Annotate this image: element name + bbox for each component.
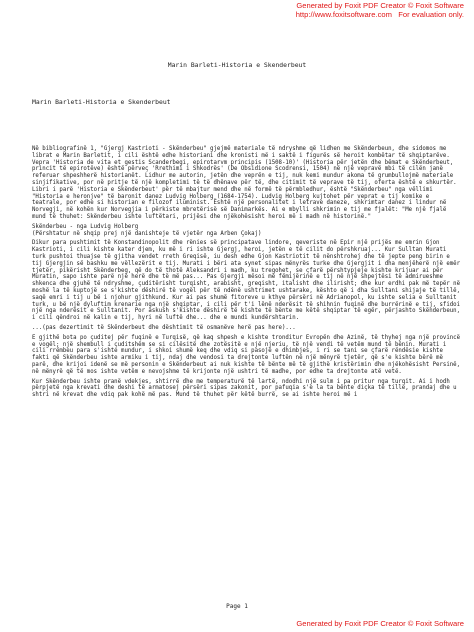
watermark-generated-line: Generated by Foxit PDF Creator © Foxit Software (296, 1, 464, 10)
paragraph-ellipsis-note: ...(pas dezertimit të Skënderbeut dhe dështimit të osmanëve herë pas here)... (32, 324, 296, 331)
foxit-watermark-footer: Generated by Foxit PDF Creator © Foxit Software (296, 619, 464, 628)
watermark-link-line (296, 10, 464, 19)
document-subtitle: Marin Barleti-Historia e Skenderbeut (32, 98, 171, 106)
watermark-evaluation-note: For evaluation only. (398, 10, 464, 19)
document-body (32, 146, 462, 402)
watermark-link[interactable]: http://www.foxitsoftware.com (295, 10, 392, 19)
paragraph-intro: Në bibliografinë 1, "Gjergj Kastrioti - Skënderbeu" gjejmë materiale të ndryshme që lidhen me Skënderbeun, dhe sidomos me librat e Marin Barletit, i cili është edhe historiani dhe kronisti më i saktë i figurës së heroit kombëtar të shqiptarëve. Vepra 'Historia de vita et gestis Scanderbegi, epirotarvm principis (1508-10)' (Historia për jetën dhe bëmat e Skënderbeut, princit të epirotëve) është përveç 'Rrethimi i Shkodrës' (De Obsidione Scodrensi, 1504) në një vepravë mbi të cilën janë referuar shpeshherë historianët. Lidhur me autorin, jetën dhe veprën e tij, nuk kemi mundur akoma të grumbullojmë materiale sinjifikative, por në pritje të një kompletimi të të dhënave për të, dhe citimit të veprave të tij, oferta është e shkurtër. Libri i parë 'Historia e Skënderbeut' për të mbajtur mend dhe në formë të përmbledhur, është "Skënderbeu" nga vëllimi "Historia e heronjve" të baronit danez Ludvig Holberg (1684-1754). Ludvig Holberg kujtohet për veprat e tij komike e teatrale, por edhe si historian e filozof iluminist. Është një personalitet i letrave daneze, shkrimtar danez i lindur në Norvegji, në kohën kur Norvegjia i përkiste mbretërisë së Danimarkës. Ai e mbylli shkrimin e tij me fjalët: "Me një fjalë mund të thuhet: Skënderbeu ishte luftëtari, prijësi dhe njëkohësisht heroi më i madh në historinë." (32, 146, 461, 220)
paragraph-turkish-power: E gjithë bota po çuditej për fuqinë e Turqisë, që kaq shpesh e kishte tronditur Evropën dhe Azinë, të thyhej nga një provincë e vogël; një shembull i çuditshëm se si cilësitë dhe zotësitë e një njeriu, të një vendi të vetëm mund të bënin. Murati i cili rrëmbeu para s'ishte mundur, i shkoi shumë keq dhe vdiq si pasojë e dhimbjes, i ri se tani se çfarë rëndësie kishte fakti që Skënderbeu ishte armiku i tij, ndaj dhe vendosi ta drejtonte luftën në një mënyrë tjetër, që s'e kishte bërë më parë, dhe krijoi idenë se më personin e Skënderbeut ai nuk kishte të bënte më të gjithë kristërimin dhe njëkohësisht Persinë, në mënyrë që të mos ishte vetëm e nevojshme të krijonte një ushtri të madhe, por edhe ta drejtonte atë vetë. (32, 334, 464, 375)
foxit-watermark-header (296, 1, 464, 19)
paragraph-attribution: Skënderbeu - nga Ludvig Holberg (Përshtatur në shqip prej një danishteje të vjetër nga Arben Çokaj) (32, 223, 262, 237)
document-title: Marin Barleti-Historia e Skenderbeut (167, 61, 307, 69)
paragraph-early-life: Dikur para pushtimit të Konstandinopolit dhe rënies së principatave lindore, qeveriste në Epir një prijës me emrin Gjon Kastrioti, i cili kishte kater djem, ku më i ri ishte Gjergj, heroi, jetën e të cilit do përshkruaj... Kur Sulltan Murati turk pushtoi thuajse të gjitha vendet rreth Greqisë, iu desh edhe Gjon Kastriotit të nënshtrohej dhe të jepte peng birin e tij Gjergjin së bashku me vëllezërit e tij. Murati i bëri ata synet sipas mënyrës turke dhe Gjergjit i dha menjëherë një emër tjetër, pikërisht Skënderbeg, që do të thotë Aleksandri i madh, ku tregohet, se çfarë përshtypjeje kishte krijuar ai për Muratin, sapo ishte parë një herë dhe të më pas... Pas Gjergji mësoi më fëmijërinë e tij në një shpejtësi të admirueshme shkenca dhe gjuhë të ndryshme, çuditërisht turqisht, arabisht, greqisht, italisht dhe ilirisht; dhe kur erdhi pak më tepër në moshë la të kuptojë se s'kishte dëshirë të vogël për të ndënë ushtrimet ushtarake, kështo që i dha Sulltani shijaje të tillë, saqë emri i tij u bë i njohur gjithkund. Kur ai pas shumë fitoreve u kthye përsëri në Adrianopol, ku ishte selia e Sulltanit turk, u bë një dyluftim krenarie nga një shqiptar, i cili për t'i lënë nderësit të shihnin fuqinë dhe burrërinë e tij, sfidoi një nga nderësit e Sulltanit. Por askush s'kishte dëshirë të kishte të bënte me këtë shqiptar të egër, përjashto Skënderbeun, i cili qëndroi në kalin e tij, hyri në luftë dhe... dhe e mundi kundërshtarin. (32, 240, 464, 322)
page-number: Page 1 (226, 603, 248, 610)
paragraph-death: Kur Skënderbeu ishte pranë vdekjes, shtirrë dhe me temperaturë të lartë, ndodhi një sulm i pa pritur nga turqit. Ai i hodh përpjetë nga krevati dhe deshi të armatosej përsëri sipas zakonit, por pafuqia s'e la ta bënte diçka të tillë, prandaj dhe u shtri në krevat dhe vdiq pak kohë më pas. Mund të thuhet për këtë burrë, se ai ishte heroi më i (32, 378, 461, 399)
